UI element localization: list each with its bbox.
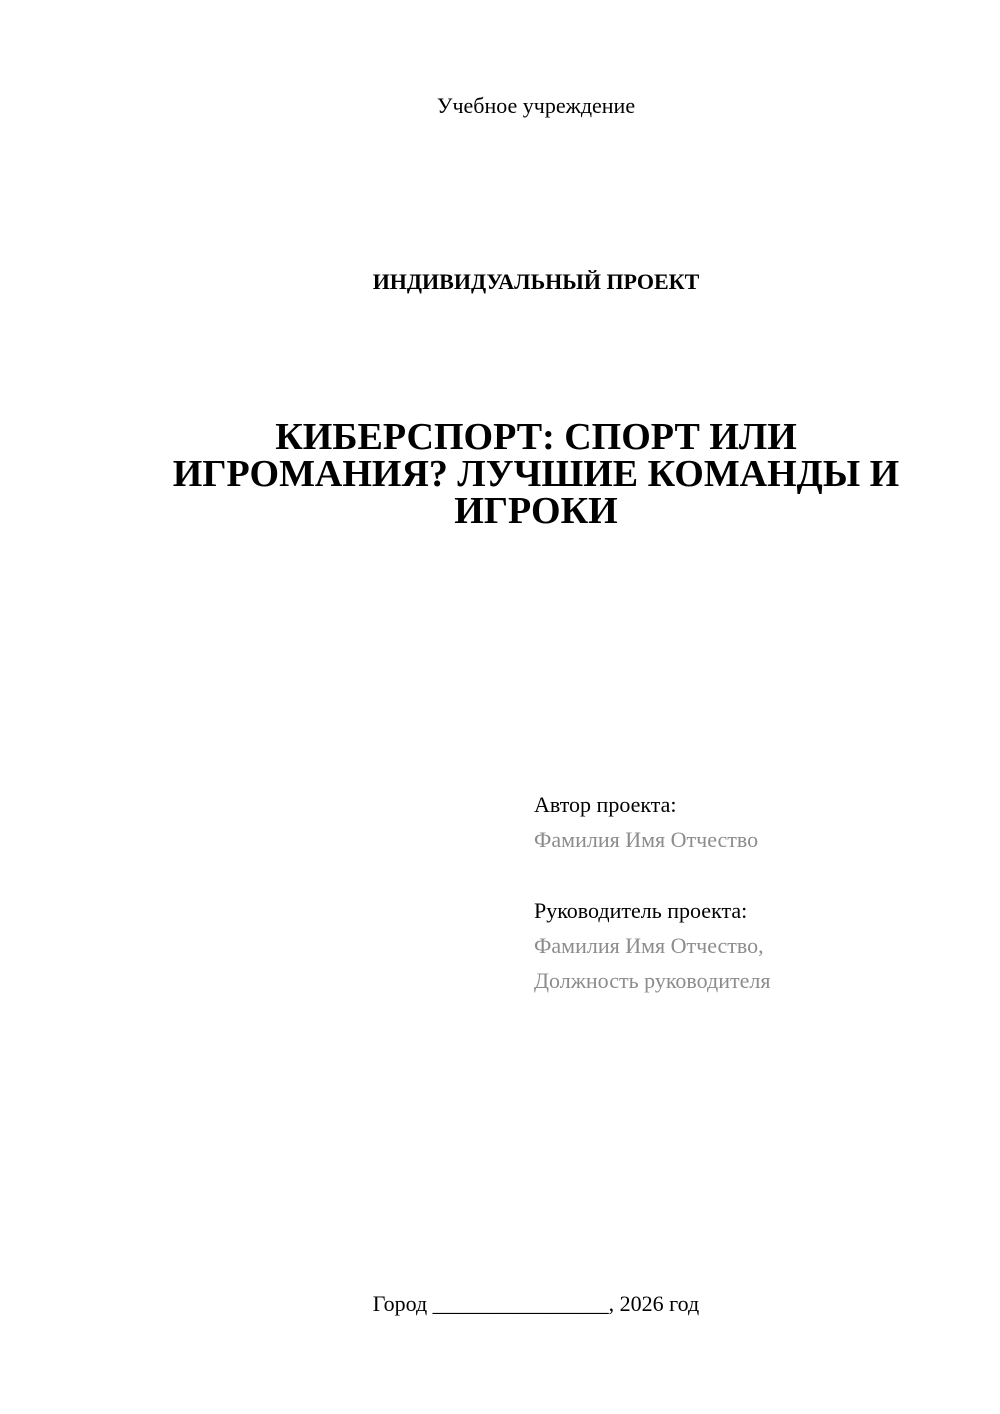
author-name: Фамилия Имя Отчество: [534, 827, 759, 852]
supervisor-name: Фамилия Имя Отчество,: [534, 933, 764, 958]
project-title-line-2: ИГРОМАНИЯ? ЛУЧШИЕ КОМАНДЫ И: [172, 453, 900, 495]
supervisor-position: Должность руководителя: [534, 968, 771, 993]
project-type-heading: ИНДИВИДУАЛЬНЫЙ ПРОЕКТ: [372, 269, 700, 294]
author-block: [534, 787, 758, 857]
institution-name: Учебное учреждение: [436, 93, 636, 118]
supervisor-block: [534, 893, 770, 998]
project-title-line-3: ИГРОКИ: [454, 490, 618, 532]
project-title-line-1: КИБЕРСПОРТ: СПОРТ ИЛИ: [275, 416, 797, 458]
project-title: [150, 416, 922, 532]
supervisor-label: Руководитель проекта:: [534, 898, 748, 923]
city-year-line: Город ________________, 2026 год: [372, 1291, 700, 1316]
author-label: Автор проекта:: [534, 792, 677, 817]
